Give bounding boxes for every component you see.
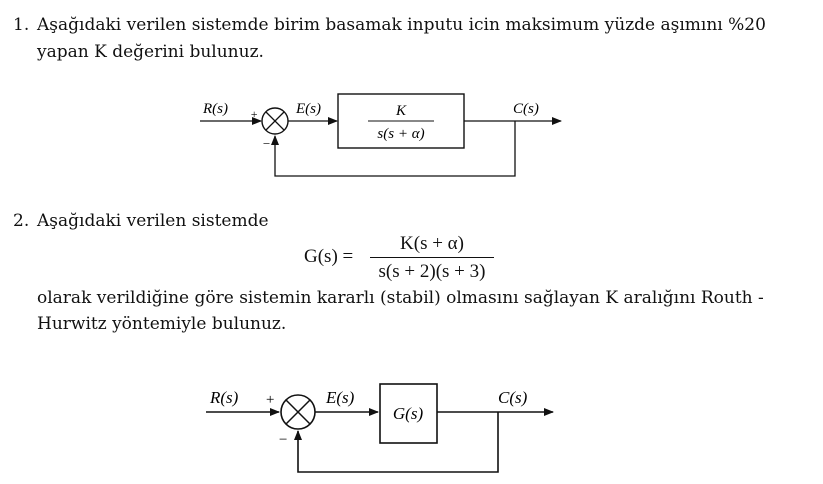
problem1-text-line2: yapan K değerini bulunuz.	[37, 42, 264, 62]
diagram1-error-label: E(s)	[296, 101, 321, 117]
diagram2-summing-junction	[281, 395, 315, 429]
problem2-intro: Aşağıdaki verilen sistemde	[37, 211, 269, 231]
problem1-text-line1: Aşağıdaki verilen sistemde birim basamak inputu icin maksimum yüzde aşımını %20	[37, 15, 766, 35]
diagram1-summing-junction	[262, 108, 288, 134]
problem1-number: 1.	[13, 15, 30, 35]
equation-fraction-bar	[370, 257, 494, 258]
diagram1-input-label: R(s)	[203, 101, 228, 117]
diagram2-block-label: G(s)	[392, 404, 424, 423]
diagram2-input-label: R(s)	[210, 388, 239, 407]
problem2-number: 2.	[13, 211, 30, 231]
diagram2-error-label: E(s)	[326, 388, 355, 407]
diagram1-output-label: C(s)	[513, 101, 539, 117]
problem2-text-line3: olarak verildiğine göre sistemin kararlı (stabil) olmasını sağlayan K aralığını Routh -	[37, 288, 764, 308]
diagram2-minus-sign: −	[278, 432, 289, 448]
equation-lhs: G(s) =	[304, 246, 354, 267]
diagram1-block-denominator: s(s + α)	[377, 126, 425, 142]
problem2-text-line4: Hurwitz yöntemiyle bulunuz.	[37, 314, 287, 334]
diagram2-output-label: C(s)	[498, 388, 528, 407]
diagram2-plus-sign: +	[265, 392, 276, 408]
equation-numerator: K(s + α)	[400, 233, 464, 254]
diagram1-block-numerator: K	[395, 103, 407, 119]
diagram1-plus-sign: +	[250, 107, 259, 121]
equation-denominator: s(s + 2)(s + 3)	[378, 261, 486, 282]
diagram1-minus-sign: −	[262, 136, 271, 151]
